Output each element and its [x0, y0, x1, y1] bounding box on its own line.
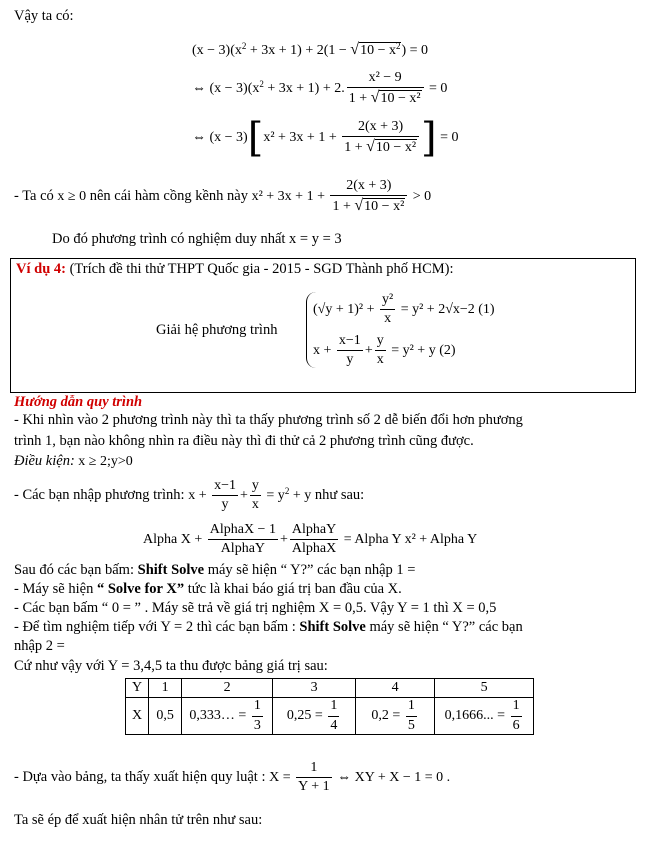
calc-den1: AlphaY: [220, 541, 266, 557]
s2-bold: “ Solve for X”: [96, 581, 185, 597]
eq3-numerator: 2(x + 3): [342, 119, 419, 137]
sys2-den2: x: [376, 352, 384, 368]
step-2: [14, 581, 402, 598]
calc-pre: Alpha X +: [143, 531, 206, 547]
input-pre: - Các bạn nhập phương trình:: [14, 486, 189, 503]
rule-den: Y + 1: [298, 779, 330, 795]
guide-input-line: - Các bạn nhập phương trình: x + $\frac{x-1}{y}$ + $\frac{y}{x}$ = $y^2 + y$ như sau:: [14, 478, 365, 513]
table-header-cell: 2: [182, 679, 273, 698]
example-heading: [16, 261, 454, 278]
rule-line: [14, 760, 450, 795]
s4-post: máy sẽ hiện “ Y?” các bạn: [365, 619, 523, 635]
eq2-den-a: 1 +: [348, 91, 371, 107]
table-header-cell: 5: [435, 679, 534, 698]
input-eq-num2: y: [250, 478, 261, 496]
values-table: [125, 678, 534, 735]
claim-line: [14, 178, 431, 215]
guide-p1-line1: - Khi nhìn vào 2 phương trình này thì ta thấy phương trình số 2 dễ biến đổi hơn phương: [14, 412, 523, 428]
cell-pre: 0,2 =: [371, 708, 404, 724]
s2-post: tức là khai báo giá trị ban đầu của X.: [184, 581, 402, 597]
input-post: như sau:: [311, 486, 365, 503]
calc-post: = Alpha Y x² + Alpha Y: [340, 531, 478, 547]
eq1-end: ) = 0: [401, 43, 429, 58]
table-header-cell: 4: [356, 679, 435, 698]
condition-label: Điều kiện:: [14, 453, 75, 469]
table-cell: [273, 698, 356, 735]
s1-post: máy sẽ hiện “ Y?” các bạn nhập 1 =: [204, 562, 416, 578]
sys1-den: x: [384, 311, 392, 327]
step-1: [14, 562, 415, 579]
table-cell: [435, 698, 534, 735]
condition-value: x ≥ 2;y>0: [74, 454, 133, 469]
input-eq-num1: x−1: [212, 478, 238, 496]
calc-num1: AlphaX − 1: [208, 522, 278, 540]
eq3-lhs: ⇔ (x − 3): [192, 130, 248, 146]
eq2-lhs: ⇔ (x − 3)(x: [192, 80, 260, 96]
table-cell: [182, 698, 273, 735]
equation-1: $(x - 3)(x^2 + 3x + 1) + 2(1 - √10 - x^2) = 0$: [192, 41, 429, 58]
eq1-lhs: (x − 3)(x: [192, 43, 242, 58]
claim-expr: x² + 3x + 1 +: [251, 189, 329, 205]
guide-condition: [14, 453, 133, 471]
eq3-den-radicand: 10 − x²: [375, 140, 417, 156]
rule-num: 1: [296, 760, 332, 778]
equation-system: [306, 292, 495, 368]
system-eq-1: [313, 292, 495, 327]
sys2-pre: x +: [313, 343, 335, 358]
equation-3: ⇔ (x − 3)[x² + 3x + 1 + $\frac{2(x + 3)}{\text{1 + √10 − x²}}$ ] = 0: [192, 115, 459, 161]
rule-lhs: X =: [269, 769, 295, 785]
claim-text: nên cái hàm cồng kềnh này: [86, 188, 252, 205]
claim-den-radicand: 10 − x²: [364, 199, 405, 215]
conclusion-text: Do đó phương trình có nghiệm duy nhất x = y = 3: [52, 231, 342, 247]
table-header-cell: 1: [149, 679, 182, 698]
table-cell: [356, 698, 435, 735]
s1-bold: Shift Solve: [137, 562, 205, 578]
s4-bold: Shift Solve: [299, 619, 366, 635]
s2-pre: - Máy sẽ hiện: [14, 581, 97, 597]
step-5: Cứ như vậy với Y = 3,4,5 ta thu được bảng giá trị sau:: [14, 658, 328, 674]
cell-num: 1: [252, 698, 263, 716]
table-header-label: Y: [126, 679, 149, 698]
eq2-den-radicand: 10 − x²: [380, 91, 421, 107]
sys2-num2: y: [375, 333, 386, 351]
claim-den-a: 1 +: [332, 199, 355, 215]
equation-2: ⇔ $(x - 3)(x^2 + 3x + 1) + 2$. $\frac{\text{x² − 9}}{\text{1 + √10 − x²}}$ = 0: [192, 70, 448, 107]
cell-num: 1: [328, 698, 339, 716]
eq3-fraction: $\frac{2(x + 3)}{\text{1 + √10 − x²}}$: [342, 119, 419, 156]
input-eq-pre: x +: [188, 487, 211, 503]
cell-num: 1: [406, 698, 417, 716]
guide-p1-line2: trình 1, bạn nào không nhìn ra điều này thì đi thử cả 2 phương trình cũng được.: [14, 433, 474, 449]
cell-den: 5: [407, 717, 415, 733]
example-label: Ví dụ 4:: [16, 261, 66, 277]
s1-pre: Sau đó các bạn bấm:: [14, 562, 138, 578]
sys1-num: y²: [380, 292, 395, 310]
step-4: [14, 619, 523, 636]
intro-text: Vậy ta có:: [14, 8, 74, 24]
sys2-num1: x−1: [337, 333, 363, 351]
calculator-input: Alpha X + $\frac{\text{AlphaX − 1}}{\text{AlphaY}}$ + $\frac{\text{AlphaY}}{\text{AlphaX}}$ = Alpha Y x² + Alpha Y: [143, 522, 478, 557]
system-prompt: Giải hệ phương trình: [156, 322, 278, 338]
claim-condition: x ≥ 0: [57, 189, 87, 205]
sys1-pre: (√y + 1)² +: [313, 301, 378, 317]
eq2-fraction: $\frac{\text{x² − 9}}{\text{1 + √10 − x²}}$: [347, 70, 424, 107]
table-row: [126, 698, 534, 735]
claim-end: > 0: [409, 189, 432, 205]
cell-den: 4: [330, 717, 338, 733]
system-brace: [306, 292, 495, 368]
claim-fraction: $\frac{2(x + 3)}{\text{1 + √10 − x²}}$: [330, 178, 407, 215]
guide-title: Hướng dẫn quy trình: [14, 394, 143, 410]
claim-pre: - Ta có: [14, 188, 58, 205]
cell-den: 3: [253, 717, 261, 733]
calc-num2: AlphaY: [290, 522, 338, 540]
eq2-mid: + 3x + 1) + 2.: [263, 80, 345, 96]
rule-pre: - Dựa vào bảng, ta thấy xuất hiện quy luật :: [14, 768, 270, 785]
sys2-post: = y² + y (2): [387, 343, 456, 358]
input-eq-den2: x: [251, 497, 259, 513]
table-row: [126, 679, 534, 698]
eq3-end: = 0: [436, 130, 459, 146]
closing-text: Ta sẽ ép để xuất hiện nhân tử trên như sau:: [14, 812, 263, 828]
cell-pre: 0,333… =: [189, 708, 250, 724]
rule-post: ⇔ XY + X − 1 = 0 .: [333, 769, 451, 785]
s4-pre: - Để tìm nghiệm tiếp với Y = 2 thì các bạn bấm :: [14, 619, 300, 635]
eq1-mid: + 3x + 1) + 2(1 −: [246, 43, 351, 58]
eq2-end: = 0: [425, 80, 448, 96]
input-eq-den1: y: [221, 497, 229, 513]
cell-num: 1: [511, 698, 522, 716]
table-header-cell: 3: [273, 679, 356, 698]
eq3-inner: x² + 3x + 1 +: [263, 130, 341, 146]
calc-den2: AlphaX: [291, 541, 337, 557]
cell-pre: 0,25 =: [286, 708, 327, 724]
example-source: (Trích đề thi thử THPT Quốc gia - 2015 - SGD Thành phố HCM):: [65, 261, 454, 277]
cell-pre: 0,1666... =: [444, 708, 509, 724]
cell-den: 6: [512, 717, 520, 733]
eq1-radicand: 10 − x: [360, 43, 396, 58]
step-4-line2: nhập 2 =: [14, 638, 65, 654]
system-eq-2: x + $\frac{x-1}{y}$ + $\frac{y}{x}$ = y² + y (2): [313, 333, 456, 368]
sys2-den1: y: [346, 352, 354, 368]
sys1-post: = y² + 2√x−2 (1): [397, 301, 495, 317]
eq2-numerator: x² − 9: [347, 70, 424, 88]
table-row-label: X: [126, 698, 149, 735]
step-3: - Các bạn bấm “ 0 = ” . Máy sẽ trả về giá trị nghiệm X = 0,5. Vậy Y = 1 thì X = 0,5: [14, 600, 497, 616]
table-cell: 0,5: [149, 698, 182, 735]
eq3-den-a: 1 +: [344, 140, 367, 156]
claim-numerator: 2(x + 3): [330, 178, 407, 196]
